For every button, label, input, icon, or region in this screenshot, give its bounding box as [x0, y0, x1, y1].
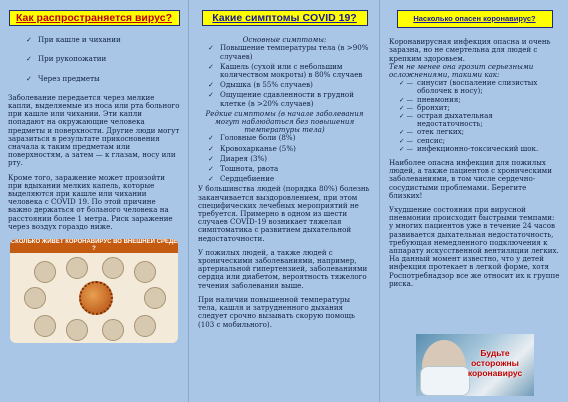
spread-paragraph-1: Заболевание передается через мелкие капли, выделяемые из носа или рта больного при кашле или чихании. Эти капли попадают на окружающие человека предметы и поверхности. Другие люди могут заразиться в результате прикосновения сначала к таким предметам или поверхностям, а затем — к глазам, носу или рту. [8, 92, 180, 168]
list-item: ✓ — инфекционно-токсический шок. [399, 145, 560, 153]
list-item: ✓ — бронхит; [399, 104, 560, 112]
column-symptoms [190, 0, 380, 402]
danger-paragraph-2: Наиболее опасна инфекция для пожилых людей, а также пациентов с хроническими заболеваниями, в том числе сердечно-сосудистыми проблемами. Берегите близких! [389, 158, 552, 200]
surface-icon [134, 315, 156, 337]
danger-paragraph-3: Ухудшение состояния при вирусной пневмонии происходит быстрыми темпами: у многих пациентов уже в течение 24 часов развивается дыхательная недостаточность, требующая немедленного подключения к аппарату искусственной вентиляции легких. На данный момент известно, что у детей инфекция протекает в легкой форме, хотя Роспотребнадзор все же относит их к группе риска. [389, 205, 560, 288]
poster-title: СКОЛЬКО ЖИВЕТ КОРОНАВИРУС ВО ВНЕШНЕЙ СРЕДЕ ? [10, 239, 178, 253]
virus-survival-poster [10, 239, 178, 343]
surface-icon [144, 287, 166, 309]
surface-icon [102, 257, 124, 279]
spread-paragraph-2: Кроме того, заражение может произойти при вдыхании мелких капель, которые выделяются при кашле или чихании человека с COVID 19. По этой причине важно держаться от больного человека на расстоянии более 1 метра. Риск заражение через воздух гораздо ниже. [8, 172, 173, 231]
surface-icon [102, 319, 124, 341]
list-item: ✓ Тошнота, рвота [208, 165, 371, 173]
list-item: ✓ — синусит (воспаление слизистых оболочек в носу); [399, 79, 560, 95]
symptoms-paragraph-3: При наличии повышенной температуры тела, кашля и затрудненного дыхания следует срочно вызывать скорую помощь (103 с мобильного). [198, 294, 355, 329]
surface-icon [34, 261, 56, 283]
spread-bullet-list [8, 36, 180, 83]
list-item: ✓ Повышение температуры тела (в >90% случаев) [208, 44, 371, 60]
symptoms-paragraph-1: У большинства людей (порядка 80%) болезнь заканчивается выздоровлением, при этом специфических лечебных мероприятий не требуется. Примерно в одном из шести случаев COVID-19 возникает тяжелая симптоматика с развитием дыхательной недостаточности. [198, 184, 370, 243]
surface-icon [66, 319, 88, 341]
surface-icon [24, 287, 46, 309]
rare-symptoms-heading: Редкие симптомы (в начале заболевания могут наблюдаться без повышения температуры тела) [205, 108, 364, 135]
list-item: ✓ Кровохарканье (5%) [208, 145, 371, 153]
surface-icon [134, 261, 156, 283]
list-item: ✓ — пневмония; [399, 96, 560, 104]
surface-icon [66, 257, 88, 279]
list-item: ✓ При рукопожатии [26, 55, 180, 63]
symptoms-paragraph-2: У пожилых людей, а также людей с хроническими заболеваниями, например, артериальной гипертензией, заболеваниями сердца или диабетом, вероятность тяжелого течения заболевания выше. [198, 247, 368, 290]
section-title-spread: Как распространяется вирус? [9, 10, 180, 26]
photo-caption: Будьте осторожны коронавирус [467, 348, 523, 378]
list-item: ✓ Головные боли (8%) [208, 134, 371, 142]
section-title-danger: Насколько опасен коронавирус? [397, 10, 553, 28]
list-item: ✓ Через предметы [26, 75, 180, 83]
list-item: ✓ Диарея (3%) [208, 155, 371, 163]
list-item: ✓ Сердцебиение [208, 175, 371, 183]
main-symptoms-list [198, 44, 371, 107]
list-item: ✓ Одышка (в 55% случаев) [208, 81, 371, 89]
column-spread [0, 0, 189, 402]
complications-intro: Тем не менее она грозит серьезными осложнениями, такими как: [389, 61, 534, 80]
complications-list [389, 79, 560, 153]
surface-icon [34, 315, 56, 337]
masked-person-photo [416, 334, 534, 396]
list-item: ✓ — сепсис; [399, 137, 560, 145]
main-symptoms-heading: Основные симптомы: [242, 35, 327, 45]
list-item: ✓ Ощущение сдавленности в грудной клетке (в >20% случаев) [208, 91, 371, 107]
danger-paragraph-1: Коронавирусная инфекция опасна и очень заразна, но не смертельна для людей с крепким здоровьем. [389, 37, 551, 63]
list-item: ✓ Кашель (сухой или с небольшим количеством мокроты) в 80% случаев [208, 63, 371, 79]
virus-icon [79, 281, 113, 315]
list-item: ✓ При кашле и чихании [26, 36, 180, 44]
rare-symptoms-list [198, 134, 371, 183]
list-item: ✓ — острая дыхательная недостаточность; [399, 112, 560, 128]
list-item: ✓ — отек легких; [399, 128, 560, 136]
section-title-symptoms: Какие симптомы COVID 19? [202, 10, 368, 26]
